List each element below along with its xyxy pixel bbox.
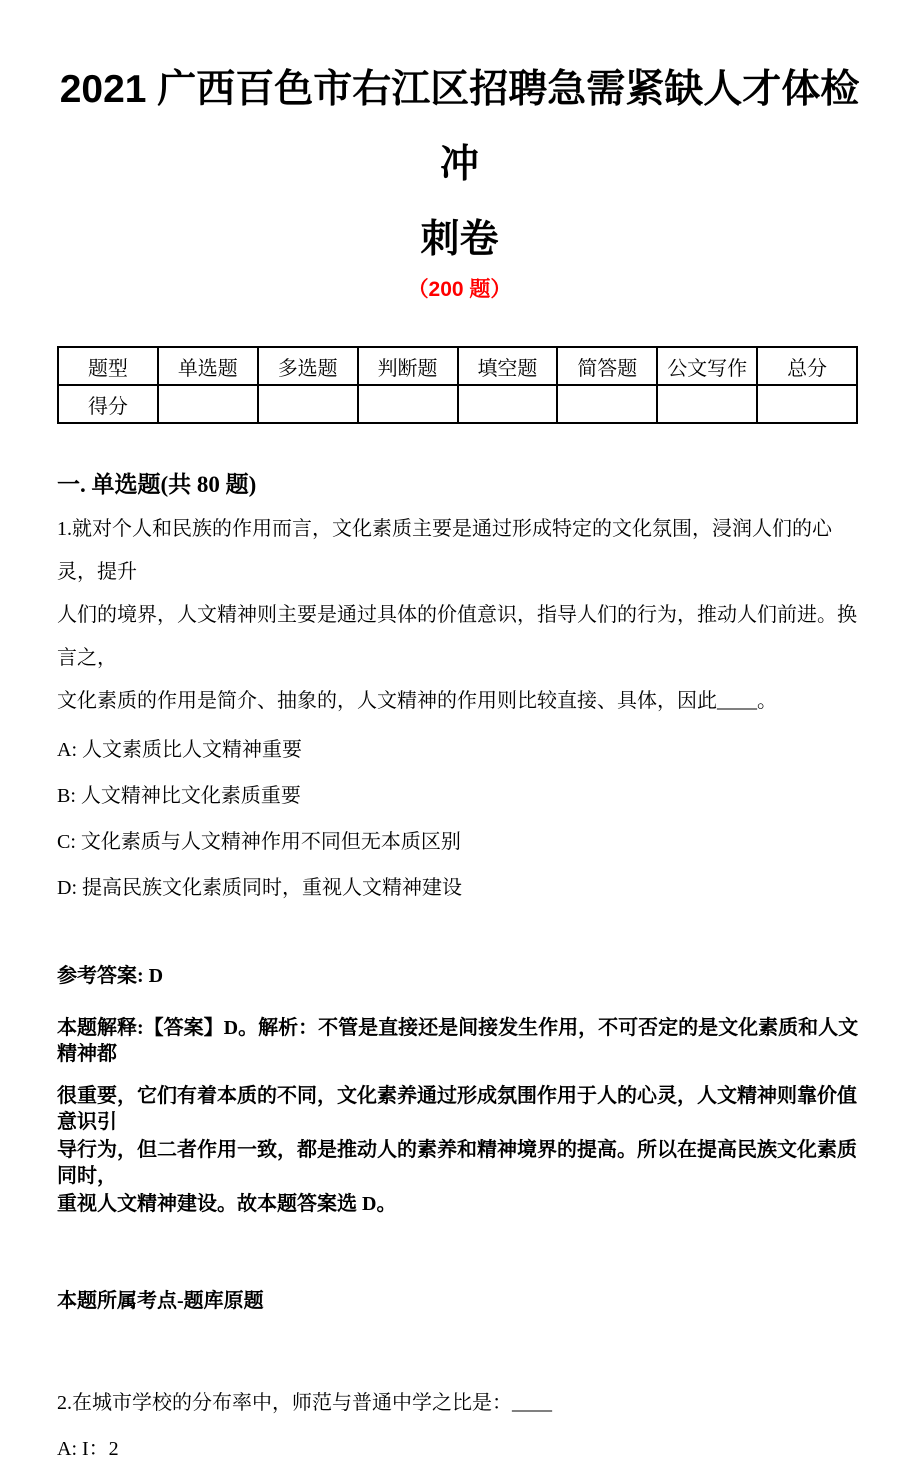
- score-table-header-cell: 多选题: [258, 347, 358, 385]
- exam-paper-page: [0, 52, 920, 1460]
- score-table-header-cell: 总分: [757, 347, 857, 385]
- score-table-header-row: [58, 347, 857, 385]
- score-cell-empty: [657, 385, 757, 423]
- page-title-line-2: 刺卷: [420, 218, 499, 261]
- question-1-option-d: D: 提高民族文化素质同时，重视人文精神建设: [57, 877, 462, 899]
- score-cell-empty: [258, 385, 358, 423]
- score-table-score-row: [58, 385, 857, 423]
- question-2-text: 2.在城市学校的分布率中，师范与普通中学之比是：____: [57, 1392, 552, 1414]
- question-1-option-c: C: 文化素质与人文精神作用不同但无本质区别: [57, 831, 461, 853]
- page-title: [57, 52, 862, 277]
- question-1-text: [57, 508, 862, 723]
- question-1-line: 人们的境界，人文精神则主要是通过具体的价值意识，指导人们的行为，推动人们前进。换言之，: [57, 604, 857, 669]
- question-1-line: 文化素质的作用是简介、抽象的，人文精神的作用则比较直接、具体，因此____。: [57, 690, 777, 712]
- score-cell-empty: [158, 385, 258, 423]
- score-table-header-cell: 简答题: [557, 347, 657, 385]
- score-table-header-cell: 判断题: [358, 347, 458, 385]
- question-1-reference-answer: 参考答案: D: [57, 965, 164, 987]
- score-cell-empty: [557, 385, 657, 423]
- section-heading-single-choice: 一. 单选题(共 80 题): [57, 472, 257, 497]
- score-table-header-cell: 题型: [58, 347, 158, 385]
- score-cell-empty: [358, 385, 458, 423]
- question-1-option-b: B: 人文精神比文化素质重要: [57, 785, 301, 807]
- score-row-label: 得分: [58, 385, 158, 423]
- question-1-line: 1.就对个人和民族的作用而言，文化素质主要是通过形成特定的文化氛围，浸润人们的心灵，提升: [57, 518, 832, 583]
- explanation-line: 重视人文精神建设。故本题答案选 D。: [57, 1193, 397, 1215]
- score-table-header-cell: 填空题: [458, 347, 558, 385]
- page-title-line-1: 2021 广西百色市右江区招聘急需紧缺人才体检冲: [59, 68, 860, 186]
- question-1-option-a: A: 人文素质比人文精神重要: [57, 739, 302, 761]
- question-1-category-note: 本题所属考点-题库原题: [57, 1290, 264, 1312]
- score-table-header-cell: 公文写作: [657, 347, 757, 385]
- explanation-line: 很重要，它们有着本质的不同，文化素养通过形成氛围作用于人的心灵，人文精神则靠价值意识引: [57, 1085, 857, 1133]
- score-table: [57, 346, 858, 424]
- question-1-explanation: [57, 1015, 862, 1217]
- score-cell-empty: [757, 385, 857, 423]
- question-count-subtitle: （200 题）: [407, 278, 512, 301]
- score-table-header-cell: 单选题: [158, 347, 258, 385]
- question-2-option-a: A: I：2: [57, 1438, 119, 1460]
- score-cell-empty: [458, 385, 558, 423]
- explanation-line: 导行为，但二者作用一致，都是推动人的素养和精神境界的提高。所以在提高民族文化素质同时，: [57, 1139, 857, 1187]
- explanation-line: 本题解释:【答案】D。解析：不管是直接还是间接发生作用，不可否定的是文化素质和人文精神都: [57, 1017, 859, 1065]
